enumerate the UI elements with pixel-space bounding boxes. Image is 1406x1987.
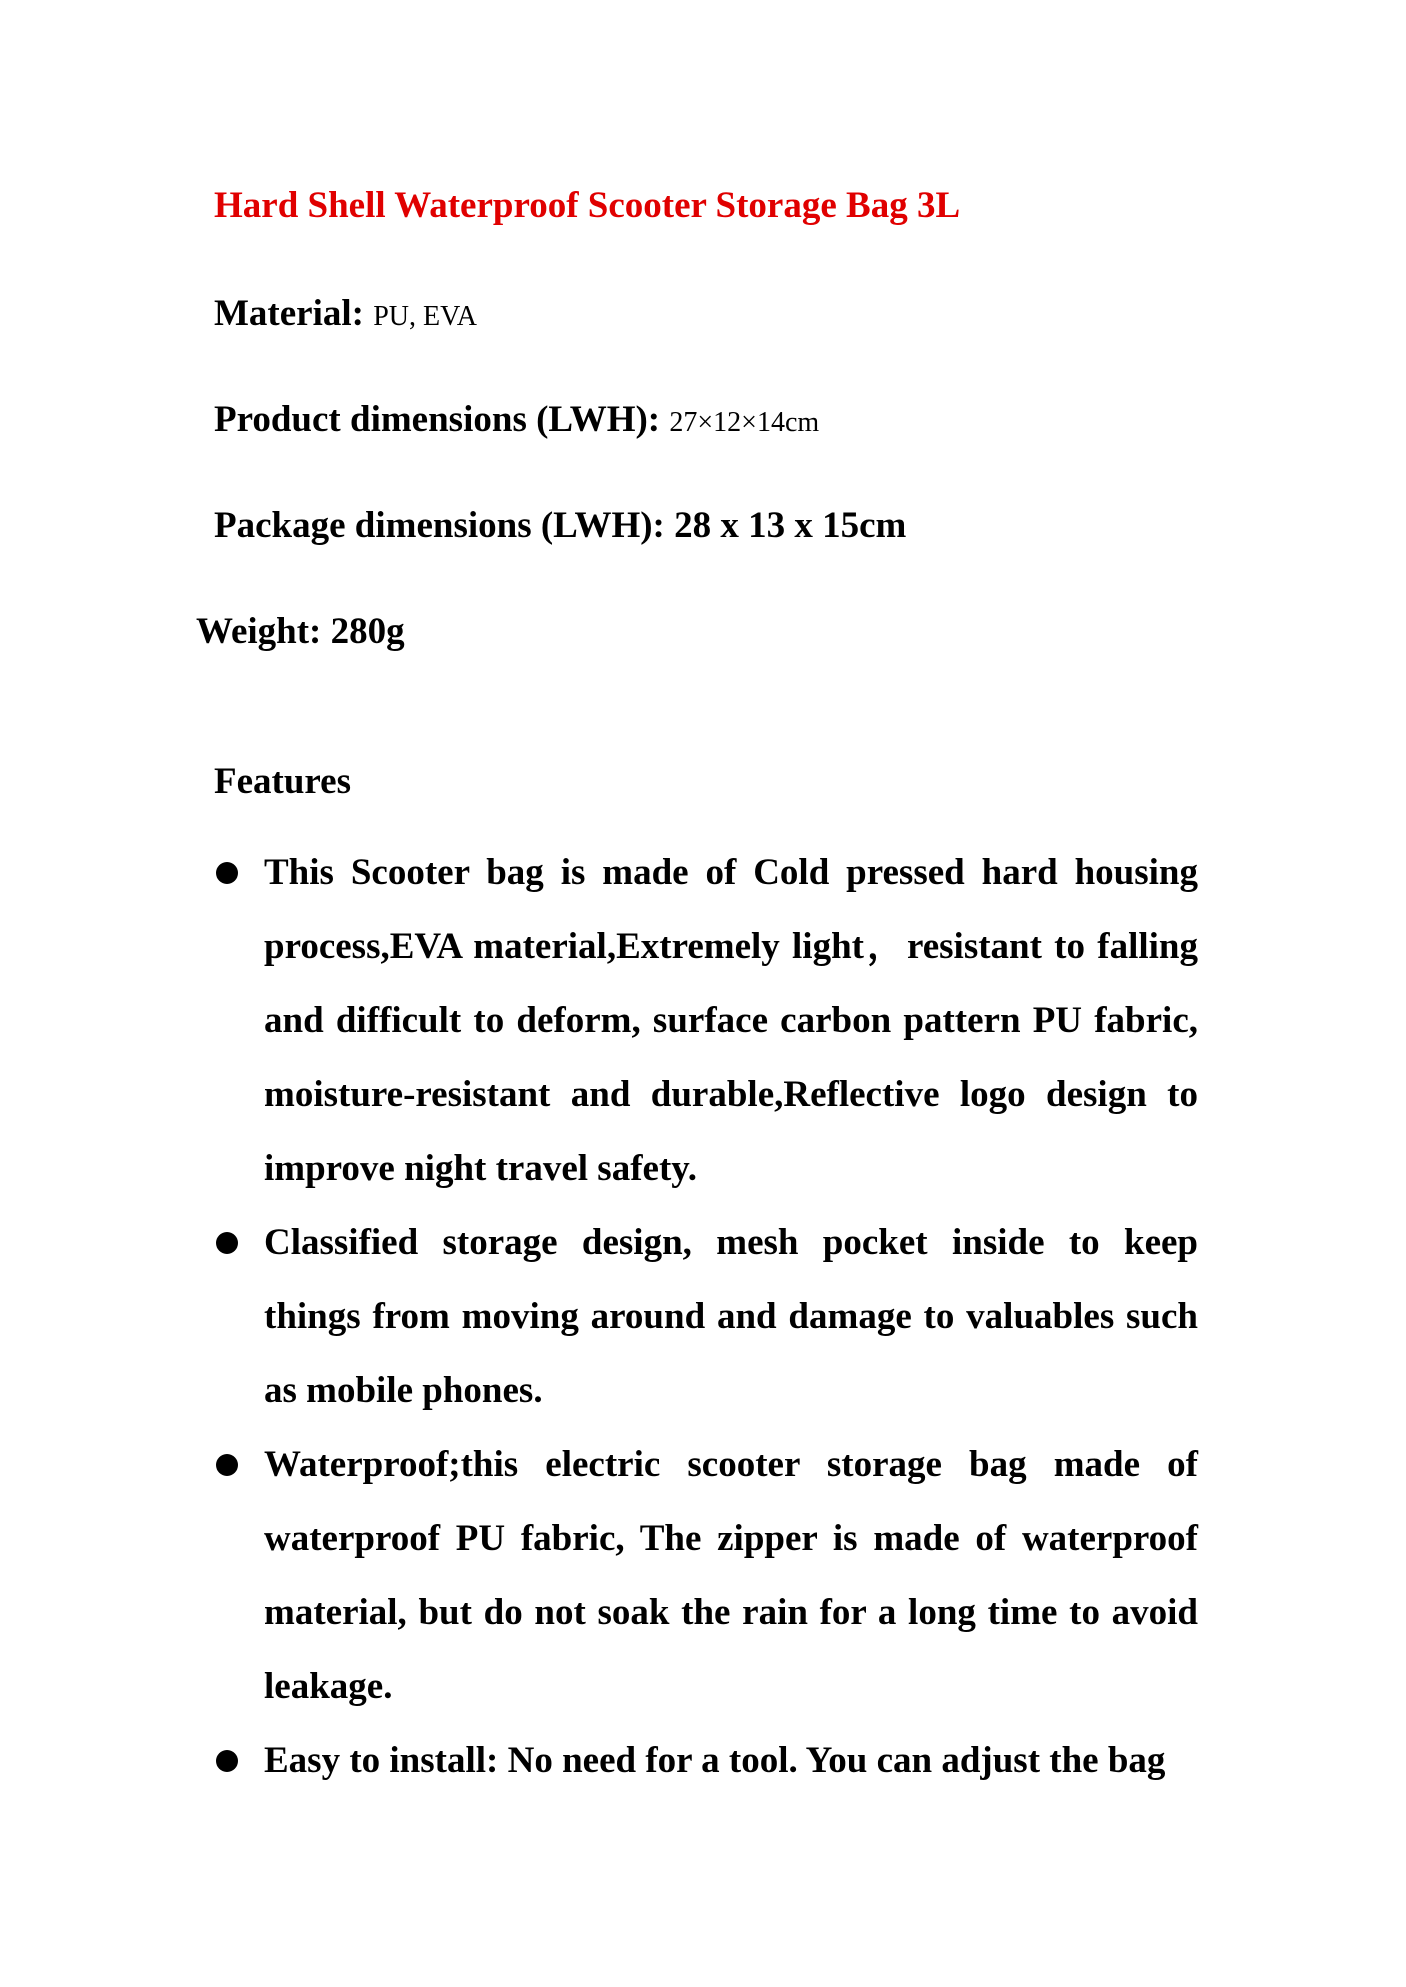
weight-line: Weight: 280g bbox=[196, 611, 405, 652]
features-list bbox=[214, 836, 1198, 1798]
bullet-dot-icon bbox=[216, 1454, 238, 1476]
bullet-dot-icon bbox=[216, 1750, 238, 1772]
feature-item bbox=[214, 1724, 1198, 1798]
product-dimensions-line bbox=[214, 398, 819, 442]
feature-item bbox=[214, 1428, 1198, 1724]
feature-text: Easy to install: No need for a tool. You can adjust the bag bbox=[264, 1740, 1166, 1781]
feature-item bbox=[214, 1206, 1198, 1428]
bullet-dot-icon bbox=[216, 1232, 238, 1254]
feature-text: This Scooter bag is made of Cold pressed hard housing process,EVA material,Extremely light，resistant to falling and difficult to deform, surface carbon pattern PU fabric, moisture-resistant and durable,Reflective logo design to improve night travel safety. bbox=[264, 852, 1198, 1189]
material-value: PU, EVA bbox=[373, 301, 477, 332]
bullet-dot-icon bbox=[216, 862, 238, 884]
feature-text: Classified storage design, mesh pocket inside to keep things from moving around and damage to valuables such as mobile phones. bbox=[264, 1222, 1198, 1411]
material-line bbox=[214, 292, 477, 336]
package-dimensions-line: Package dimensions (LWH): 28 x 13 x 15cm bbox=[214, 505, 907, 546]
product-dimensions-label: Product dimensions (LWH): bbox=[214, 399, 661, 440]
feature-item bbox=[214, 836, 1198, 1206]
material-label: Material: bbox=[214, 293, 364, 334]
feature-text: Waterproof;this electric scooter storage bag made of waterproof PU fabric, The zipper is made of waterproof material, but do not soak the rain for a long time to avoid leakage. bbox=[264, 1444, 1198, 1707]
product-dimensions-value: 27×12×14cm bbox=[669, 407, 820, 438]
product-title: Hard Shell Waterproof Scooter Storage Bag 3L bbox=[214, 185, 961, 226]
features-heading: Features bbox=[214, 761, 351, 802]
